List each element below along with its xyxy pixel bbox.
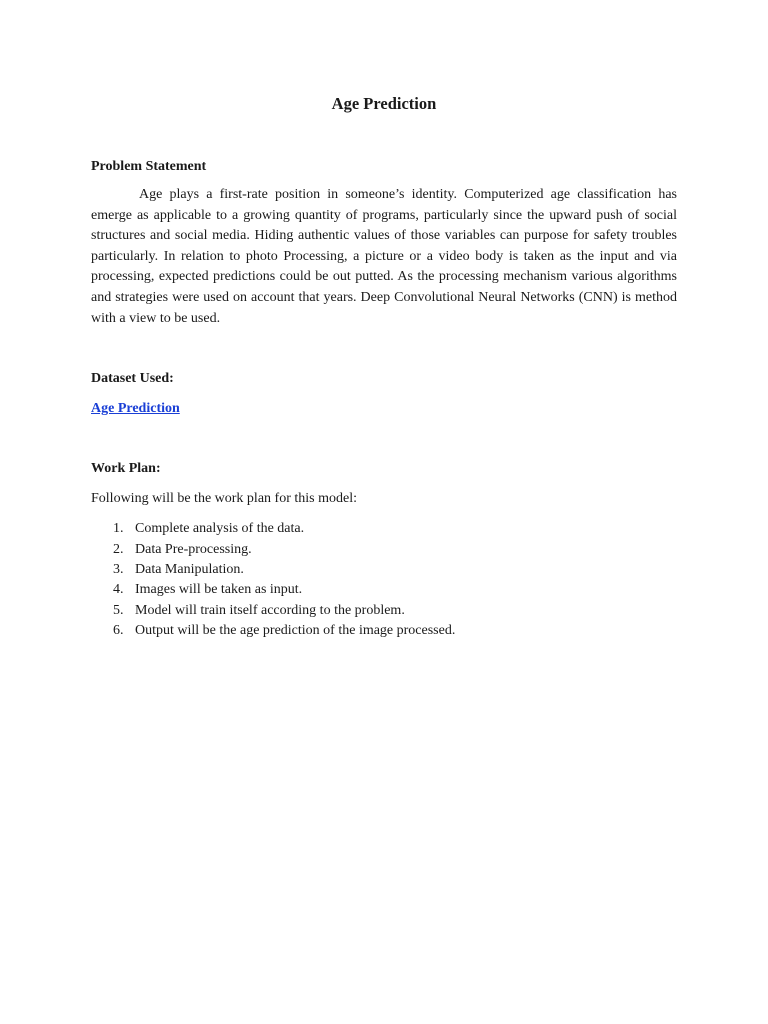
list-item-text: Complete analysis of the data. xyxy=(135,521,305,537)
document-title: Age Prediction xyxy=(331,94,437,113)
list-item xyxy=(91,621,677,641)
document-content xyxy=(91,94,677,642)
dataset-heading: Dataset Used: xyxy=(91,371,174,387)
list-item-number: 2. xyxy=(113,541,124,557)
list-item-text: Output will be the age prediction of the image processed. xyxy=(135,623,456,639)
work-plan-intro: Following will be the work plan for this model: xyxy=(91,491,357,507)
list-item-number: 3. xyxy=(113,561,124,577)
problem-statement-section xyxy=(91,157,677,329)
list-item-text: Model will train itself according to the problem. xyxy=(135,602,405,618)
list-item-number: 5. xyxy=(113,602,124,618)
problem-statement-heading: Problem Statement xyxy=(91,159,207,174)
dataset-link[interactable]: Age Prediction xyxy=(91,401,180,417)
work-plan-heading: Work Plan: xyxy=(91,461,161,477)
problem-statement-paragraph: Age plays a first-rate position in someone’s identity. Computerized age classification has emerge as applicable to a growing quantity of programs, particularly since the upward push of social structures and social media. Hiding authentic values of those variables can purpose for safety troubles particularly. In relation to photo Processing, a picture or a video body is taken as the input and via processing, expected predictions could be out putted. As the processing mechanism various algorithms and strategies were used on account that years. Deep Convolutional Neural Networks (CNN) is method with a view to be used. xyxy=(91,187,677,326)
list-item-text: Images will be taken as input. xyxy=(135,582,303,598)
list-item-text: Data Manipulation. xyxy=(135,561,244,577)
list-item-text: Data Pre-processing. xyxy=(135,541,252,557)
work-plan-section xyxy=(91,459,677,641)
list-item xyxy=(91,540,677,560)
list-item-number: 1. xyxy=(113,521,124,537)
list-item xyxy=(91,580,677,600)
list-item-number: 4. xyxy=(113,582,124,598)
list-item xyxy=(91,519,677,539)
dataset-section xyxy=(91,369,677,419)
list-item xyxy=(91,560,677,580)
dataset-link-container xyxy=(91,399,677,419)
list-item xyxy=(91,601,677,621)
list-item-number: 6. xyxy=(113,623,124,639)
work-plan-list xyxy=(91,519,677,641)
